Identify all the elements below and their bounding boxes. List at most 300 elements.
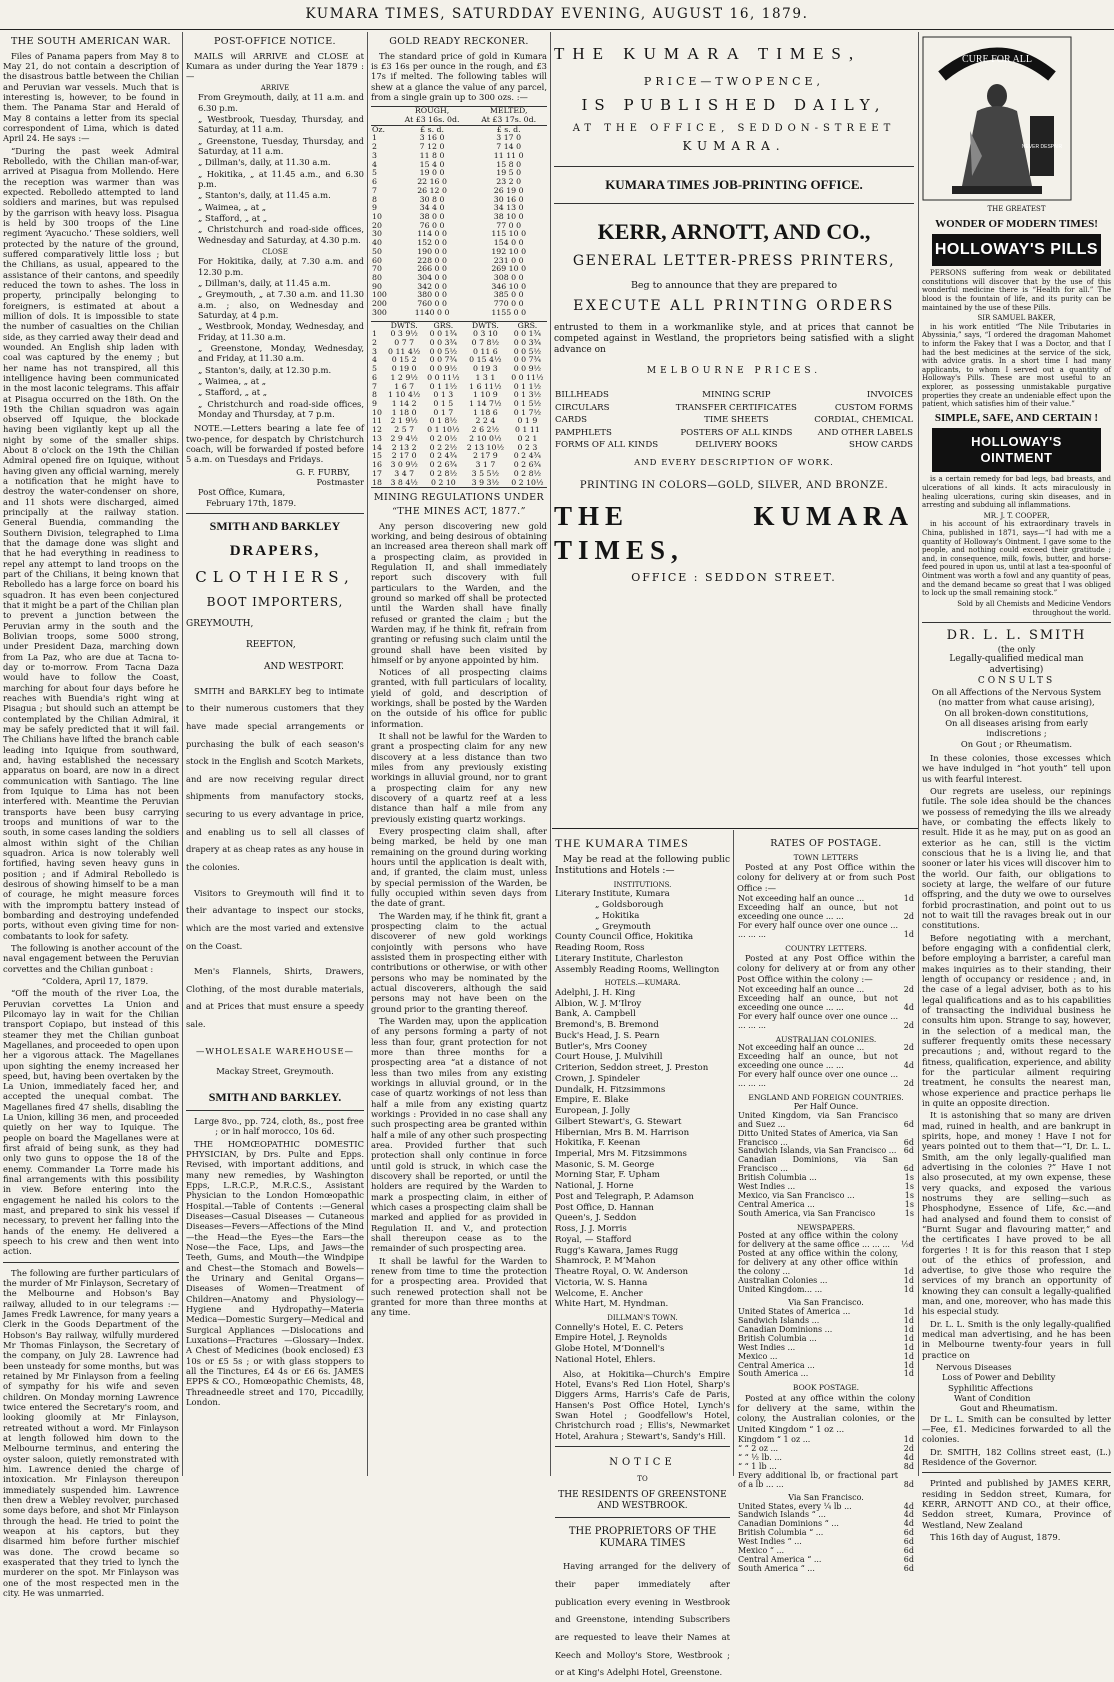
- mining-paragraph: Any person discovering new gold working, and being desirous of obtaining an increased area thereon shall mark off a prospecting claim, as provided in Regulation II, and shall immediately report such discovery with full particulars to the Warden, and the ground so marked off shall be protected until the Warden shall have finally refused or granted the claim ; but the Warden may, if he think fit, refrain from granting or refusing such claim until the ground shall have been visited by himself or by anyone appointed by him.: [371, 520, 547, 665]
- rate-value: 8d: [903, 1461, 914, 1471]
- rate-label: Not exceeding half an ounce ...: [738, 893, 865, 903]
- rate-row: [737, 904, 915, 922]
- printing-item: MINING SCRIP: [702, 390, 771, 401]
- ounce-cell: 300: [372, 307, 387, 317]
- hotel-item: Butler's, Mrs Cooney: [555, 1041, 647, 1052]
- printer-firm: KERR, ARNOTT, AND CO.,: [597, 218, 871, 244]
- hotel-item: Court House, J. Mulvihill: [555, 1052, 663, 1063]
- hotel-item: Albion, W. J. M’Ilroy: [555, 998, 642, 1009]
- value-cell: 0 11 4½: [388, 346, 421, 356]
- value-cell: 342 0 0: [417, 281, 447, 291]
- rate-label: Not exceeding half an ounce ...: [738, 984, 865, 994]
- dwt-cell: 7: [372, 381, 377, 391]
- value-cell: 0 2 8½: [429, 468, 458, 478]
- rate-row: [737, 1112, 915, 1130]
- value-cell: 0 3 10: [472, 329, 498, 339]
- arrive-item: „ Stafford, „ at „: [198, 212, 268, 223]
- smith-address: Dr. SMITH, 182 Collins street east, (L.) Residence of the Governor.: [922, 1446, 1111, 1468]
- hotel-item: European, J. Jolly: [555, 1106, 631, 1117]
- banner-title: THE KUMARA TIMES,: [554, 44, 862, 63]
- value-cell: 0 2 0½: [429, 433, 458, 443]
- rate-value: 1d: [903, 1369, 914, 1379]
- town-heading: TOWN LETTERS: [793, 852, 859, 862]
- notice-intro: MAILS will ARRIVE and CLOSE at Kumara as under during the Year 1879 :—: [186, 50, 364, 82]
- rate-value: 4d: [903, 1002, 914, 1012]
- rate-value: 1d: [903, 929, 914, 939]
- printer-colors: PRINTING IN COLORS—GOLD, SILVER, AND BRONZE.: [579, 480, 889, 492]
- hotel-item: Buck's Head, J. S. Pearn: [555, 1030, 660, 1041]
- value-cell: 11 8 0: [419, 150, 445, 160]
- sold-by: Sold by all Chemists and Medicine Vendors throughout the world.: [957, 599, 1111, 617]
- rate-label: United Kingdom... ...: [738, 1285, 823, 1295]
- mining-paragraph: It shall be lawful for the Warden to renew from time to time the protection for a prospecting area. Provided that such renewed protection shall not be granted for more than three months at any time.: [371, 1255, 547, 1318]
- value-cell: 7 14 0: [496, 142, 522, 152]
- country-rates: [737, 986, 915, 1031]
- mining-paragraph: The Warden may, upon the application of any persons forming a party of not less than four, grant protection for not more than three months for a prospecting area “at a distance of not less than two miles from any existing workings in alluvial ground, or in the case of quartz workings of not less than half a mile from any existing quartz workings : Provided in no case shall any such prospecting area be granted within half a mile of any other such prospecting area. Provided further that such protection shall only continue in force until gold is struck, in which case the discovery shall be reported, or until the holders are required by the Warden to mark a prospecting claim, in either of which cases a prospecting claim shall be marked and applied for as provided in Regulation II. and V., and protection shall thereupon cease as to the remainder of such prospecting area.: [371, 1015, 547, 1254]
- dwt-cell: 13: [372, 433, 382, 443]
- divider: [3, 1262, 179, 1263]
- hotel-item: Gilbert Stewart's, G. Stewart: [555, 1116, 682, 1127]
- smith-paragraph: In these colonies, those excesses which we have indulged in “hot youth” tell upon us with fearful interest.: [922, 753, 1111, 784]
- via-sf-heading: Via San Francisco.: [788, 1297, 864, 1307]
- rate-label: Sandwich Islands, via San Francisco ...: [738, 1146, 897, 1156]
- close-item: „ Stanton's, daily, at 12.30 p.m.: [198, 364, 332, 375]
- rate-label: British Columbia ...: [738, 1333, 817, 1343]
- ounce-cell: 80: [372, 272, 382, 282]
- value-cell: 76 0 0: [419, 220, 445, 230]
- arrive-item: „ Dillman's, daily, at 11.30 a.m.: [198, 157, 331, 168]
- proprietors-heading: THE PROPRIETORS OF THE KUMARA TIMES: [568, 1525, 717, 1550]
- ounce-cell: 8: [372, 194, 377, 204]
- country-intro: Posted at any Post Office within the colony for delivery at or from any other Post Office within the colony :—: [737, 952, 915, 984]
- value-cell: 26 12 0: [417, 185, 447, 195]
- rate-label: South America “ ...: [738, 1564, 815, 1574]
- divider: [922, 622, 1111, 623]
- value-cell: 1 18 6: [472, 407, 498, 417]
- value-cell: 308 0 0: [493, 272, 524, 282]
- printer-execute: EXECUTE ALL PRINTING ORDERS: [573, 297, 895, 314]
- mining-subtitle: “THE MINES ACT, 1877.”: [392, 505, 526, 517]
- institution-item: Assembly Reading Rooms, Wellington: [555, 964, 720, 975]
- book-postage-heading: BOOK POSTAGE.: [792, 1383, 860, 1393]
- value-cell: 0 1 8½: [429, 416, 458, 426]
- hotels-heading: HOTELS.—KUMARA.: [604, 979, 681, 988]
- banner-town: KUMARA.: [682, 139, 786, 154]
- value-cell: 2 6 2½: [471, 425, 500, 435]
- rate-label: For every half ounce over one ounce ... ... ... ...: [738, 1011, 898, 1030]
- printer-beg: Beg to announce that they are prepared to: [630, 280, 838, 292]
- dwt-cell: 1: [372, 329, 377, 339]
- rate-row: [737, 995, 915, 1013]
- rate-value: 4d: [903, 1519, 914, 1529]
- dwt-cell: 17: [372, 468, 382, 478]
- mining-paragraph: It shall not be lawful for the Warden to grant a prospecting claim for any new discovery at a less distance than two miles from any previously existing workings in alluvial ground, nor to grant a prospecting claim for any new discovery of a quartz reef at a less distance than half a mile from any previously existing quartz workings.: [371, 731, 547, 824]
- hotel-item: Morning Star, F. Upham: [555, 1170, 660, 1181]
- rate-value: 1d: [903, 1434, 914, 1444]
- ounce-table: [371, 106, 547, 317]
- dwt-cell: 12: [372, 425, 382, 435]
- ad-wholesale-address: Mackay Street, Greymouth.: [216, 1066, 334, 1077]
- printing-item: BILLHEADS: [555, 390, 609, 401]
- rate-row: [737, 1250, 915, 1277]
- value-cell: 380 0 0: [417, 290, 447, 300]
- country-heading: COUNTRY LETTERS.: [785, 943, 867, 953]
- hotel-item: Bank, A. Campbell: [555, 1009, 636, 1020]
- kumara-times-title: THE KUMARA TIMES: [555, 836, 689, 850]
- value-cell: 0 2 4¾: [513, 451, 542, 461]
- via-sf-rates: [737, 1308, 915, 1380]
- value-cell: 0 2 6¾: [429, 460, 458, 470]
- rate-label: Mexico, via San Francisco ...: [738, 1191, 855, 1201]
- value-cell: 0 2 2½: [429, 442, 458, 452]
- close-item: „ Waimea, „ at „: [198, 376, 267, 387]
- rate-value: 6d: [903, 1546, 914, 1556]
- printer-every: AND EVERY DESCRIPTION OF WORK.: [634, 457, 834, 468]
- rate-value: 1d: [903, 1267, 914, 1277]
- ad-trade: CLOTHIERS,: [195, 568, 355, 587]
- value-cell: 0 0 5½: [513, 346, 542, 356]
- mining-title: MINING REGULATIONS UNDER: [373, 492, 545, 504]
- rate-label: United States, every ¼ lb ...: [738, 1501, 852, 1511]
- printing-item: SHOW CARDS: [848, 440, 913, 451]
- ad-town: AND WESTPORT.: [263, 661, 344, 672]
- hotel-item: Hokitika, F. Keenan: [555, 1138, 641, 1149]
- value-cell: 0 2 10½: [511, 477, 544, 487]
- ounce-cell: 4: [372, 159, 377, 169]
- article-dateline: “Coldera, April 17, 1879.: [41, 975, 149, 986]
- rate-row: [737, 1370, 915, 1379]
- rate-label: Kingdom “ 1 oz ...: [738, 1434, 811, 1444]
- printing-row: [554, 439, 914, 451]
- value-cell: 190 0 0: [417, 246, 447, 256]
- value-cell: 3 4 7: [394, 468, 415, 478]
- value-cell: 115 10 0: [491, 229, 527, 239]
- notice-signer-title: Postmaster: [316, 477, 364, 488]
- printing-item: CORDIAL, CHEMICAL: [814, 415, 913, 426]
- article-paragraph: Files of Panama papers from May 8 to May 21, do not contain a description of the disastrous battle between the Chilian and Peruvian war vessels. Much that is interesting is, however, to be found in them. The Panama Star and Herald of May 8 contains a letter from its special correspondent of Lima, which is dated April 24. He says :—: [3, 50, 179, 144]
- holloways-pills-banner: HOLLOWAY'S PILLS: [932, 234, 1101, 266]
- ad-trade: DRAPERS,: [229, 542, 321, 559]
- article-paragraph: “During the past week Admiral Rebolledo, with the Chilian man-of-war, arrived at Pisagua from Mollendo. Here the reception was warmer than was expected. Rebolledo attempted to land soldiers and marines, but was repulsed by the garrison with heavy loss. Pisagua is held by 300 troops of the Line regiment ‘Ayacucho.’ These soldiers, well protected by the nature of the ground, suffered comparatively little loss ; but the Chilians, as usual, appeared to the assistance of their cantons, and speedily reduced the town to ashes. The loss in property, principally belonging to foreigners, is estimated at about a million of dols. It is impossible to state the number of casualties on the Chilian side, as they carried away their dead and wounded. An English ship laden with coal was captured by the enemy ; but her name has not transpired, all this intelligence having been communicated in the most laconic telegrams. This affair at Pisagua occurred on the 18th. On the 19th the Chilian squadron was again observed off Iquique, the blockade having been vigilantly kept up all the night by some of the smaller ships. About 8 o'clock on the 19th the Chilian Admiral opened fire on Iquique, without having given any official warning, merely a notification that he might have to destroy the water-condenser on shore, and 11 shots were discharged, aimed principally at the railway station. General Buendia, commanding the Southern Division, telegraphed to Lima that the damage done was slight and that he had everything in readiness to repel any attempt to land troops on the part of the Chilians, it being known that Rebolledo has a large force on board his squadron. It has even been conjectured that it might be a part of the Chilian plan to prevent a junction between the Peruvian army in the south and the Bolivian troops, some 5000 strong, under President Daza, marching down from La Paz, who are due at Tacna to-day or to-morrow. From Tacna Daza would have to follow the Coast, marching for about four days before he reaches with Buendia's right wing at Pisagua ; but should such an attempt be contemplated by the Chilian Admiral, it may be safely predicted that it will fail. The Chilians have lifted the branch cable leading into Iquique from southward, and, having established the necessary apparatus on board, are now in a direct communication with Santiago. The line from Iquique to Lima has not been interfered with. Meantime the Peruvian transports have been busy carrying troops and munitions of war to the south, in some cases landing the soldiers almost within sight of the Chilian squadron. Arica is now tolerably well fortified, having seven heavy guns in position ; and if Admiral Rebolledo is desirous of showing himself to be a man of courage, he might measure forces with the impromptu battery instead of bombarding and destroying undefended ports, without even giving time for non-combatants to look for safety.: [3, 145, 179, 941]
- institution-item: „ Goldsborough: [595, 900, 664, 911]
- hotel-item: Empire, E. Blake: [555, 1095, 629, 1106]
- rate-value: 1d: [903, 1285, 914, 1295]
- postage-title: RATES OF POSTAGE.: [770, 838, 882, 849]
- ounce-cell: 50: [372, 246, 382, 256]
- value-cell: 3 16 0: [419, 133, 445, 143]
- ounce-cell: 7: [372, 185, 377, 195]
- rate-label: United Kingdom, via San Francisco and Suez ...: [738, 1110, 898, 1129]
- rate-value: 1d: [903, 1276, 914, 1286]
- value-cell: 266 0 0: [417, 264, 447, 274]
- via-sf-heading: Via San Francisco.: [788, 1492, 864, 1502]
- value-cell: 2 2 4: [475, 416, 496, 426]
- hotel-item: National, J. Horne: [555, 1181, 634, 1192]
- cooper-heading: MR. J. T. COOPER,: [983, 511, 1050, 520]
- ounce-cell: 5: [372, 168, 377, 178]
- rate-value: 1s: [904, 1191, 914, 1201]
- rate-value: 6d: [903, 1555, 914, 1565]
- rate-label: Mexico “ ...: [738, 1546, 785, 1556]
- ounce-cell: 2: [372, 142, 377, 152]
- rate-label: Every additional lb, or fractional part of a lb ... ...: [738, 1470, 898, 1489]
- rate-label: For every half ounce over one ounce ... ... ... ...: [738, 920, 898, 939]
- value-cell: 0 0 11½: [511, 372, 544, 382]
- cooper-text: in his account of his extraordinary travels in China, published in 1871, says—“I had with me a quantity of Holloway's Ointment. I gave some to the people, and nothing could exceed their gratitude ; and, in consequence, milk, fowls, butter, and horse-feed poured in upon us, until at last a tea-spoonful of Ointment was worth a fowl and any quantity of peas, and the demand became so great that I was obliged to lock up the small remaining stock.”: [922, 520, 1111, 598]
- consults-item: On all diseases arising from early indiscretions ;: [945, 718, 1088, 739]
- value-cell: 2 9 4½: [390, 433, 418, 443]
- logo-banner-text: CURE FOR ALL: [961, 54, 1033, 65]
- grs-heading: GRS.: [517, 320, 538, 330]
- rate-row: [737, 1071, 915, 1089]
- close-item: „ Greenstone, Monday, Wednesday, and Friday, at 11.30 a.m.: [198, 343, 364, 364]
- england-heading: ENGLAND AND FOREIGN COUNTRIES.: [748, 1092, 904, 1102]
- arrive-item: „ Westbrook, Tuesday, Thursday, and Saturday, at 11 a.m.: [198, 113, 364, 135]
- book-rates: [737, 1436, 915, 1490]
- rate-label: South America, via San Francisco: [738, 1209, 876, 1219]
- rate-label: For every half ounce over one ounce ... ... ... ...: [738, 1069, 898, 1088]
- masthead: KUMARA TIMES, SATURDDAY EVENING, AUGUST 16, 1879.: [305, 6, 809, 22]
- ounce-cell: 70: [372, 264, 382, 274]
- value-cell: 38 0 0: [419, 211, 445, 221]
- hotel-item: Ross, J. J. Morris: [555, 1224, 627, 1235]
- dwt-cell: 8: [372, 390, 377, 400]
- book-advert: THE HOMŒOPATHIC DOMESTIC PHYSICIAN, by Drs. Pulte and Epps. Revised, with important additions, and many new remedies, by Washington Epps, L.R.C.P., M.R.C.S., Assistant Physician to the London Homœopathic Hospital.—Table of Contents :—General Diseases—Casual Diseases — Cutaneous Diseases—Fevers—Affections of the Mind —the Head—the Eyes—the Ears—the Nose—the Face, Lips, and Jaws—the Teeth, Gums, and Mouth—the Windpipe and Chest—the Stomach and Bowels—the Urinary and Genital Organs—Diseases of Women—Treatment of Children—Anatomy and Physiology—Hygiene and Hydropathy—Materia Medica—Domestic Surgery—Medical and Surgical Appliances —Dislocations and Luxations—Fractures —Glossary—Index. A Chest of Medicines (book enclosed) £3 10s or £5 5s ; or with glass stoppers to all the Tinctures, £4 4s or £6 6s. JAMES EPPS & CO., Homœopathic Chemists, 48, Threadneedle street and 170, Piccadilly, London.: [186, 1138, 364, 1408]
- rate-row: [737, 1565, 915, 1574]
- banner-office: AT THE OFFICE, SEDDON-STREET: [572, 122, 896, 134]
- reckoner-title: GOLD READY RECKONER.: [389, 36, 529, 47]
- australian-heading: AUSTRALIAN COLONIES.: [775, 1034, 877, 1044]
- value-cell: 3 1 7: [475, 460, 496, 470]
- big-office: OFFICE : SEDDON STREET.: [631, 570, 837, 584]
- notice-residents: THE RESIDENTS OF GREENSTONE AND WESTBROOK.: [558, 1489, 727, 1511]
- rate-label: Posted at any office within the colony for delivery at the same office ... ... ...: [738, 1231, 898, 1250]
- hotel-item: Post and Telegraph, P. Adamson: [555, 1191, 694, 1202]
- value-cell: 15 4 0: [419, 159, 445, 169]
- value-cell: 3 8 4½: [390, 477, 418, 487]
- value-cell: 34 4 0: [419, 203, 445, 213]
- value-cell: 0 7 7: [394, 338, 415, 347]
- rate-label: Central America ...: [738, 1200, 815, 1210]
- ounce-cell: 200: [372, 299, 387, 309]
- rate-value: 1s: [904, 1200, 914, 1210]
- column-gold-reckoner: [371, 34, 547, 1474]
- reading-intro: May be read at the following public Institutions and Hotels :—: [555, 854, 730, 876]
- value-cell: 0 0 1¾: [513, 329, 542, 339]
- value-cell: 2 10 0½: [469, 433, 502, 443]
- printing-item: TIME SHEETS: [704, 415, 769, 426]
- rough-price: At £3 16s. 0d.: [404, 115, 460, 125]
- value-cell: 15 8 0: [496, 159, 522, 169]
- rate-label: “ “ ½ lb. ...: [738, 1452, 782, 1462]
- rate-label: Australian Colonies ...: [738, 1276, 828, 1286]
- value-cell: 0 1 3½: [513, 390, 542, 400]
- hotel-item: Welcome, E. Ancher: [555, 1288, 643, 1299]
- cure-for-all-logo: [922, 36, 1072, 201]
- rate-row: [737, 1053, 915, 1071]
- rate-label: “ “ 2 oz ...: [738, 1443, 779, 1453]
- dwt-cell: 4: [372, 355, 377, 365]
- smith-paragraph: Dr. L. L. Smith is the only legally-qualified medical man advertising, and he has been in Melbourne twenty-four years in full practice on: [922, 1318, 1111, 1360]
- hotel-item: Criterion, Seddon street, J. Preston: [555, 1063, 709, 1074]
- rate-value: 8d: [903, 1479, 914, 1489]
- institutions-list: [555, 889, 730, 975]
- smith-condition: Syphilitic Affections: [948, 1382, 1033, 1393]
- consults-item: On all Affections of the Nervous System: [931, 687, 1102, 698]
- book-header: Large 8vo., pp. 724, cloth, 8s., post free ; or in half morocco, 10s 6d.: [194, 1116, 364, 1137]
- value-cell: 0 0 1¾: [429, 329, 458, 339]
- rate-value: 1d: [903, 1324, 914, 1334]
- value-cell: 231 0 0: [493, 255, 524, 265]
- town-intro: Posted at any Post Office within the colony for delivery at or from such Post Office :—: [737, 861, 915, 893]
- value-cell: 1 6 11½: [469, 381, 502, 391]
- value-cell: 0 15 4½: [469, 355, 502, 365]
- value-cell: 0 0 5½: [429, 346, 458, 356]
- value-cell: 0 0 3¾: [429, 338, 458, 347]
- rate-row: [737, 1013, 915, 1031]
- value-cell: 2 13 2: [391, 442, 417, 452]
- ad-town: REEFTON,: [246, 640, 296, 651]
- baker-heading: SIR SAMUEL BAKER,: [977, 314, 1056, 323]
- rate-value: 1d: [903, 1351, 914, 1361]
- value-cell: 269 10 0: [491, 264, 527, 274]
- value-cell: 23 2 0: [496, 177, 522, 187]
- value-cell: 192 10 0: [491, 246, 527, 256]
- institution-item: „ Hokitika: [595, 910, 640, 921]
- notice-note: NOTE.—Letters bearing a late fee of two-pence, for despatch by Christchurch coach, will be forwarded if posted before 5 a.m. on Tuesdays and Fridays.: [186, 423, 364, 465]
- value-cell: 1 2 9½: [390, 372, 418, 382]
- rate-label: United States of America ...: [738, 1306, 851, 1316]
- rate-value: 1d: [903, 1360, 914, 1370]
- ad-wholesale: —WHOLESALE WAREHOUSE—: [195, 1045, 355, 1056]
- close-item: For Hokitika, daily, at 7.30 a.m. and 12.30 p.m.: [198, 256, 364, 277]
- rate-value: 1d: [903, 893, 914, 903]
- column-holloway-smith: [922, 34, 1111, 1543]
- dillmans-list: [555, 1323, 730, 1366]
- rate-row: [737, 1156, 915, 1174]
- doctor-only: (the only: [997, 644, 1036, 655]
- pills-text: PERSONS suffering from weak or debilitated constitutions will discover that by the use of this wonderful medicine there is “Health for all.” The blood is the fountain of life, and its purity can be maintained by the use of these Pills.: [922, 269, 1111, 312]
- value-cell: 19 0 0: [419, 168, 445, 178]
- printing-item: TRANSFER CERTIFICATES: [675, 402, 797, 413]
- institution-item: Literary Institute, Charleston: [555, 953, 684, 964]
- hotel-item: Shamrock, P. M’Mahon: [555, 1256, 656, 1267]
- printing-row: [554, 402, 914, 414]
- printing-list: [554, 389, 914, 451]
- ounce-cell: 40: [372, 238, 382, 248]
- dwt-cell: 6: [372, 372, 377, 382]
- value-cell: 0 2 10: [430, 477, 456, 487]
- rate-value: 2d: [903, 984, 914, 994]
- rate-value: 4d: [903, 1452, 914, 1462]
- divider: [922, 1472, 1111, 1473]
- institution-item: County Council Office, Hokitika: [555, 932, 694, 943]
- smith-condition: Want of Condition: [954, 1393, 1031, 1404]
- consults-item: On all broken-down constitutions,: [944, 707, 1089, 718]
- ad-trade: BOOT IMPORTERS,: [206, 594, 344, 609]
- rate-label: Central America ...: [738, 1360, 815, 1370]
- article-paragraph: The following is another account of the naval engagement between the Peruvian corvettes and the Chilian gunboat :: [3, 942, 179, 974]
- article-title: THE SOUTH AMERICAN WAR.: [11, 36, 171, 47]
- rate-row: [737, 1232, 915, 1250]
- rate-value: 2d: [903, 911, 914, 921]
- rate-label: West Indies ...: [738, 1342, 796, 1352]
- printing-item: POSTERS OF ALL KINDS: [680, 427, 793, 438]
- value-cell: 7 12 0: [419, 142, 445, 152]
- printing-item: AND OTHER LABELS: [817, 427, 913, 438]
- rate-row: [737, 1286, 915, 1295]
- column-post-office: [186, 34, 364, 1474]
- rate-label: Not exceeding half an ounce ...: [738, 1042, 865, 1052]
- rate-value: 6d: [903, 1137, 914, 1147]
- rate-label: Central America “ ...: [738, 1555, 822, 1565]
- ad-firm-name: SMITH AND BARKLEY: [209, 519, 341, 534]
- smith-paragraph: It is astonishing that so many are driven mad, ruined in health, and are bankrupt in spirits, hope, and money ! Have I not for years pointed out to them that—“I, Dr. L. L. Smith, am the only legally-qualified man advertising in the colonies ?” Have I not also prosecuted, at my own expense, these very quacks, and exposed the various nostrums they are selling—such as Phosphodyne, Essence of Life, &c.—and had analysed and found them to consist of “Burnt Sugar and flavouring matter,” and the certificates I have proved to be all forgeries ! It is for this reason that I step out of the ethics of profession, and advertise, to give those who require the services of my branch an opportunity of knowing they can consult a legally-qualified man, and one, moreover, who has made this his especial study.: [922, 1110, 1111, 1317]
- greatest-label: THE GREATEST: [987, 205, 1046, 214]
- ounce-row: [371, 309, 547, 318]
- dwt-cell: 3: [372, 346, 377, 356]
- notice-title: POST-OFFICE NOTICE.: [214, 36, 336, 47]
- dwt-table: [371, 321, 547, 489]
- dillmans-item: Empire Hotel, J. Reynolds: [555, 1333, 668, 1344]
- hotel-item: Royal, — Stafford: [555, 1234, 632, 1245]
- center-advert: [554, 34, 914, 834]
- notice-heading: NOTICE: [609, 1456, 676, 1468]
- value-cell: 770 0 0: [493, 299, 524, 309]
- dwt-cell: 18: [372, 477, 382, 487]
- also-hokitika: Also, at Hokitika—Church's Empire Hotel, Evans's Red Lion Hotel, Sharp's Diggers Arms, Harris's Cafe de Paris, Hansen's Post Office Hotel, Lynch's Swan Hotel ; Goodfellow's Hotel, Christchurch road ; Ellis's, Newmarket Hotel, Arahura ; Stewart's, Sandy's Hill.: [555, 1368, 730, 1441]
- rate-value: 6d: [903, 1528, 914, 1538]
- smith-paragraph: Our regrets are useless, our repinings futile. The sole idea should be the chances we possess of remedying the ills we already have, or combating the effects likely to result. Hide it as he may, put on as good an exterior as he can, still is the victim conscious that he is a living lie, and that sooner or later his vices will discover him to the world. Our faith, our obligations to society at large, the welfare of our future offspring, and the duty we owe to ourselves forbid procrastination, and point out to us not to wait till the ravages break out in our constitutions.: [922, 786, 1111, 931]
- town-rates: [737, 895, 915, 940]
- ounce-cell: 20: [372, 220, 382, 230]
- rate-label: “ “ 1 lb ...: [738, 1461, 777, 1471]
- value-cell: 1 6 7: [394, 381, 415, 391]
- value-cell: 0 7 8½: [471, 338, 500, 347]
- printer-prices: MELBOURNE PRICES.: [646, 366, 822, 377]
- rate-row: [737, 1472, 915, 1490]
- rate-label: Posted at any office within the colony, for delivery at any other office within the colony ...: [738, 1249, 898, 1277]
- smith-condition: Gout and Rheumatism.: [960, 1403, 1058, 1414]
- close-item: „ Westbrook, Monday, Wednesday, and Friday, at 11.30 a.m.: [198, 321, 364, 342]
- dillmans-item: National Hotel, Ehlers.: [555, 1354, 656, 1365]
- institution-item: Reading Room, Ross: [555, 943, 645, 954]
- value-cell: 154 0 0: [493, 238, 524, 248]
- rate-value: 4d: [903, 1510, 914, 1520]
- rate-row: [737, 1210, 915, 1219]
- rate-label: West Indies “ ...: [738, 1537, 802, 1547]
- consults-item: On Gout ; or Rheumatism.: [960, 738, 1073, 749]
- dwt-cell: 9: [372, 399, 377, 409]
- smith-conditions: [922, 1362, 1111, 1414]
- close-list: [186, 256, 364, 419]
- arrive-item: From Greymouth, daily, at 11 a.m. and 6.30 p.m.: [198, 92, 364, 113]
- mining-regulations: [371, 521, 547, 1318]
- dwt-cell: 5: [372, 364, 377, 374]
- ad-paragraph: SMITH and BARKLEY beg to intimate to their numerous customers that they have made special arrangements or purchasing the bulk of each season's stock in the English and Scotch Markets, and are now receiving regular direct shipments from manufactory stocks, securing to us every advantage in price, and enabling us to sell all classes of drapery at as cheap rates as any house in the colonies.: [186, 685, 364, 872]
- value-cell: 1 18 0: [391, 407, 417, 417]
- notice-place: Post Office, Kumara,: [198, 487, 286, 498]
- wonder-heading: WONDER OF MODERN TIMES!: [935, 217, 1098, 230]
- job-printing-title: KUMARA TIMES JOB-PRINTING OFFICE.: [605, 176, 863, 192]
- rate-value: 6d: [903, 1119, 914, 1129]
- consults-heading: CONSULTS: [977, 676, 1056, 687]
- divider: [555, 1517, 730, 1518]
- ounce-cell: 3: [372, 150, 377, 160]
- imprint-date: This 16th day of August, 1879.: [930, 1532, 1061, 1543]
- rate-value: 1s: [904, 1173, 914, 1183]
- newspaper-rates: [737, 1232, 915, 1295]
